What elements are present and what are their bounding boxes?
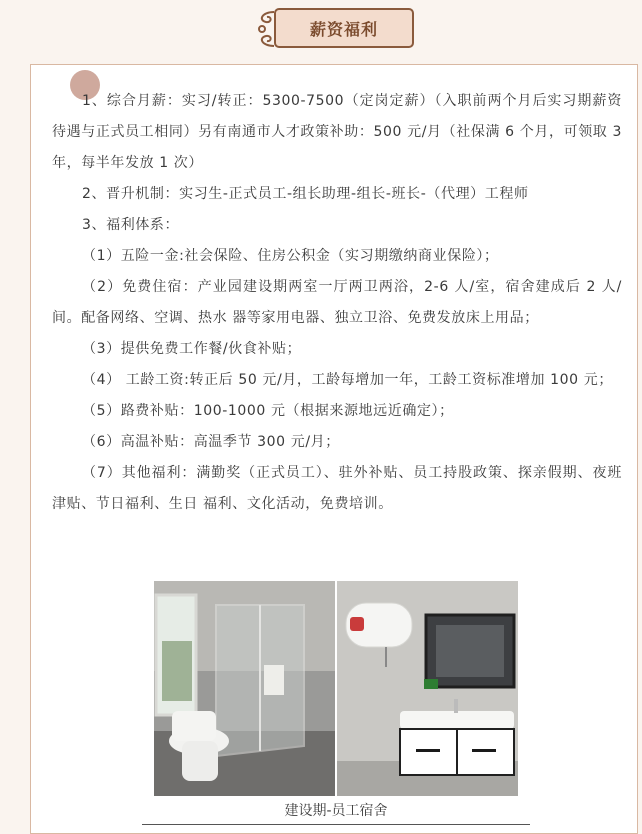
paragraph-meals: （3）提供免费工作餐/伙食补贴； <box>82 341 302 357</box>
paragraph-other-benefits: （7）其他福利：满勤奖（正式员工）、驻外补贴、员工持股政策、探亲假期、夜班津贴、节日福利、生日 福利、文化活动，免费培训。 <box>52 465 622 512</box>
paragraph-travel-allowance: （5）路费补贴：100-1000 元（根据来源地远近确定）； <box>82 403 454 419</box>
paragraph-seniority-pay: （4） 工龄工资:转正后 50 元/月，工龄每增加一年，工龄工资标准增加 100 元； <box>82 372 613 388</box>
paragraph-salary: 1、综合月薪：实习/转正：5300-7500（定岗定薪）（入职前两个月后实习期薪资待遇与正式员工相同）另有南通市人才政策补助：500 元/月（社保满 6 个月，可领取 3 年，每半年发放 1 次） <box>52 93 622 171</box>
benefits-text <box>52 86 622 520</box>
caption-divider <box>142 824 530 825</box>
paragraph-heat-allowance: （6）高温补贴：高温季节 300 元/月； <box>82 434 340 450</box>
section-header <box>252 6 418 52</box>
paragraph-housing: （2）免费住宿：产业园建设期两室一厅两卫两浴，2-6 人/室，宿舍建成后 2 人/间。配备网络、空调、热水 器等家用电器、独立卫浴、免费发放床上用品； <box>52 279 622 326</box>
dormitory-photo-illustration <box>154 581 518 796</box>
dormitory-photo <box>154 581 518 796</box>
section-title: 薪资福利 <box>274 8 414 48</box>
paragraph-promotion: 2、晋升机制：实习生-正式员工-组长助理-组长-班长-（代理）工程师 <box>82 186 529 202</box>
paragraph-insurance: （1）五险一金:社会保险、住房公积金（实习期缴纳商业保险）； <box>82 248 499 264</box>
paragraph-welfare-heading: 3、福利体系： <box>82 217 180 233</box>
photo-caption: 建设期-员工宿舍 <box>284 803 388 819</box>
